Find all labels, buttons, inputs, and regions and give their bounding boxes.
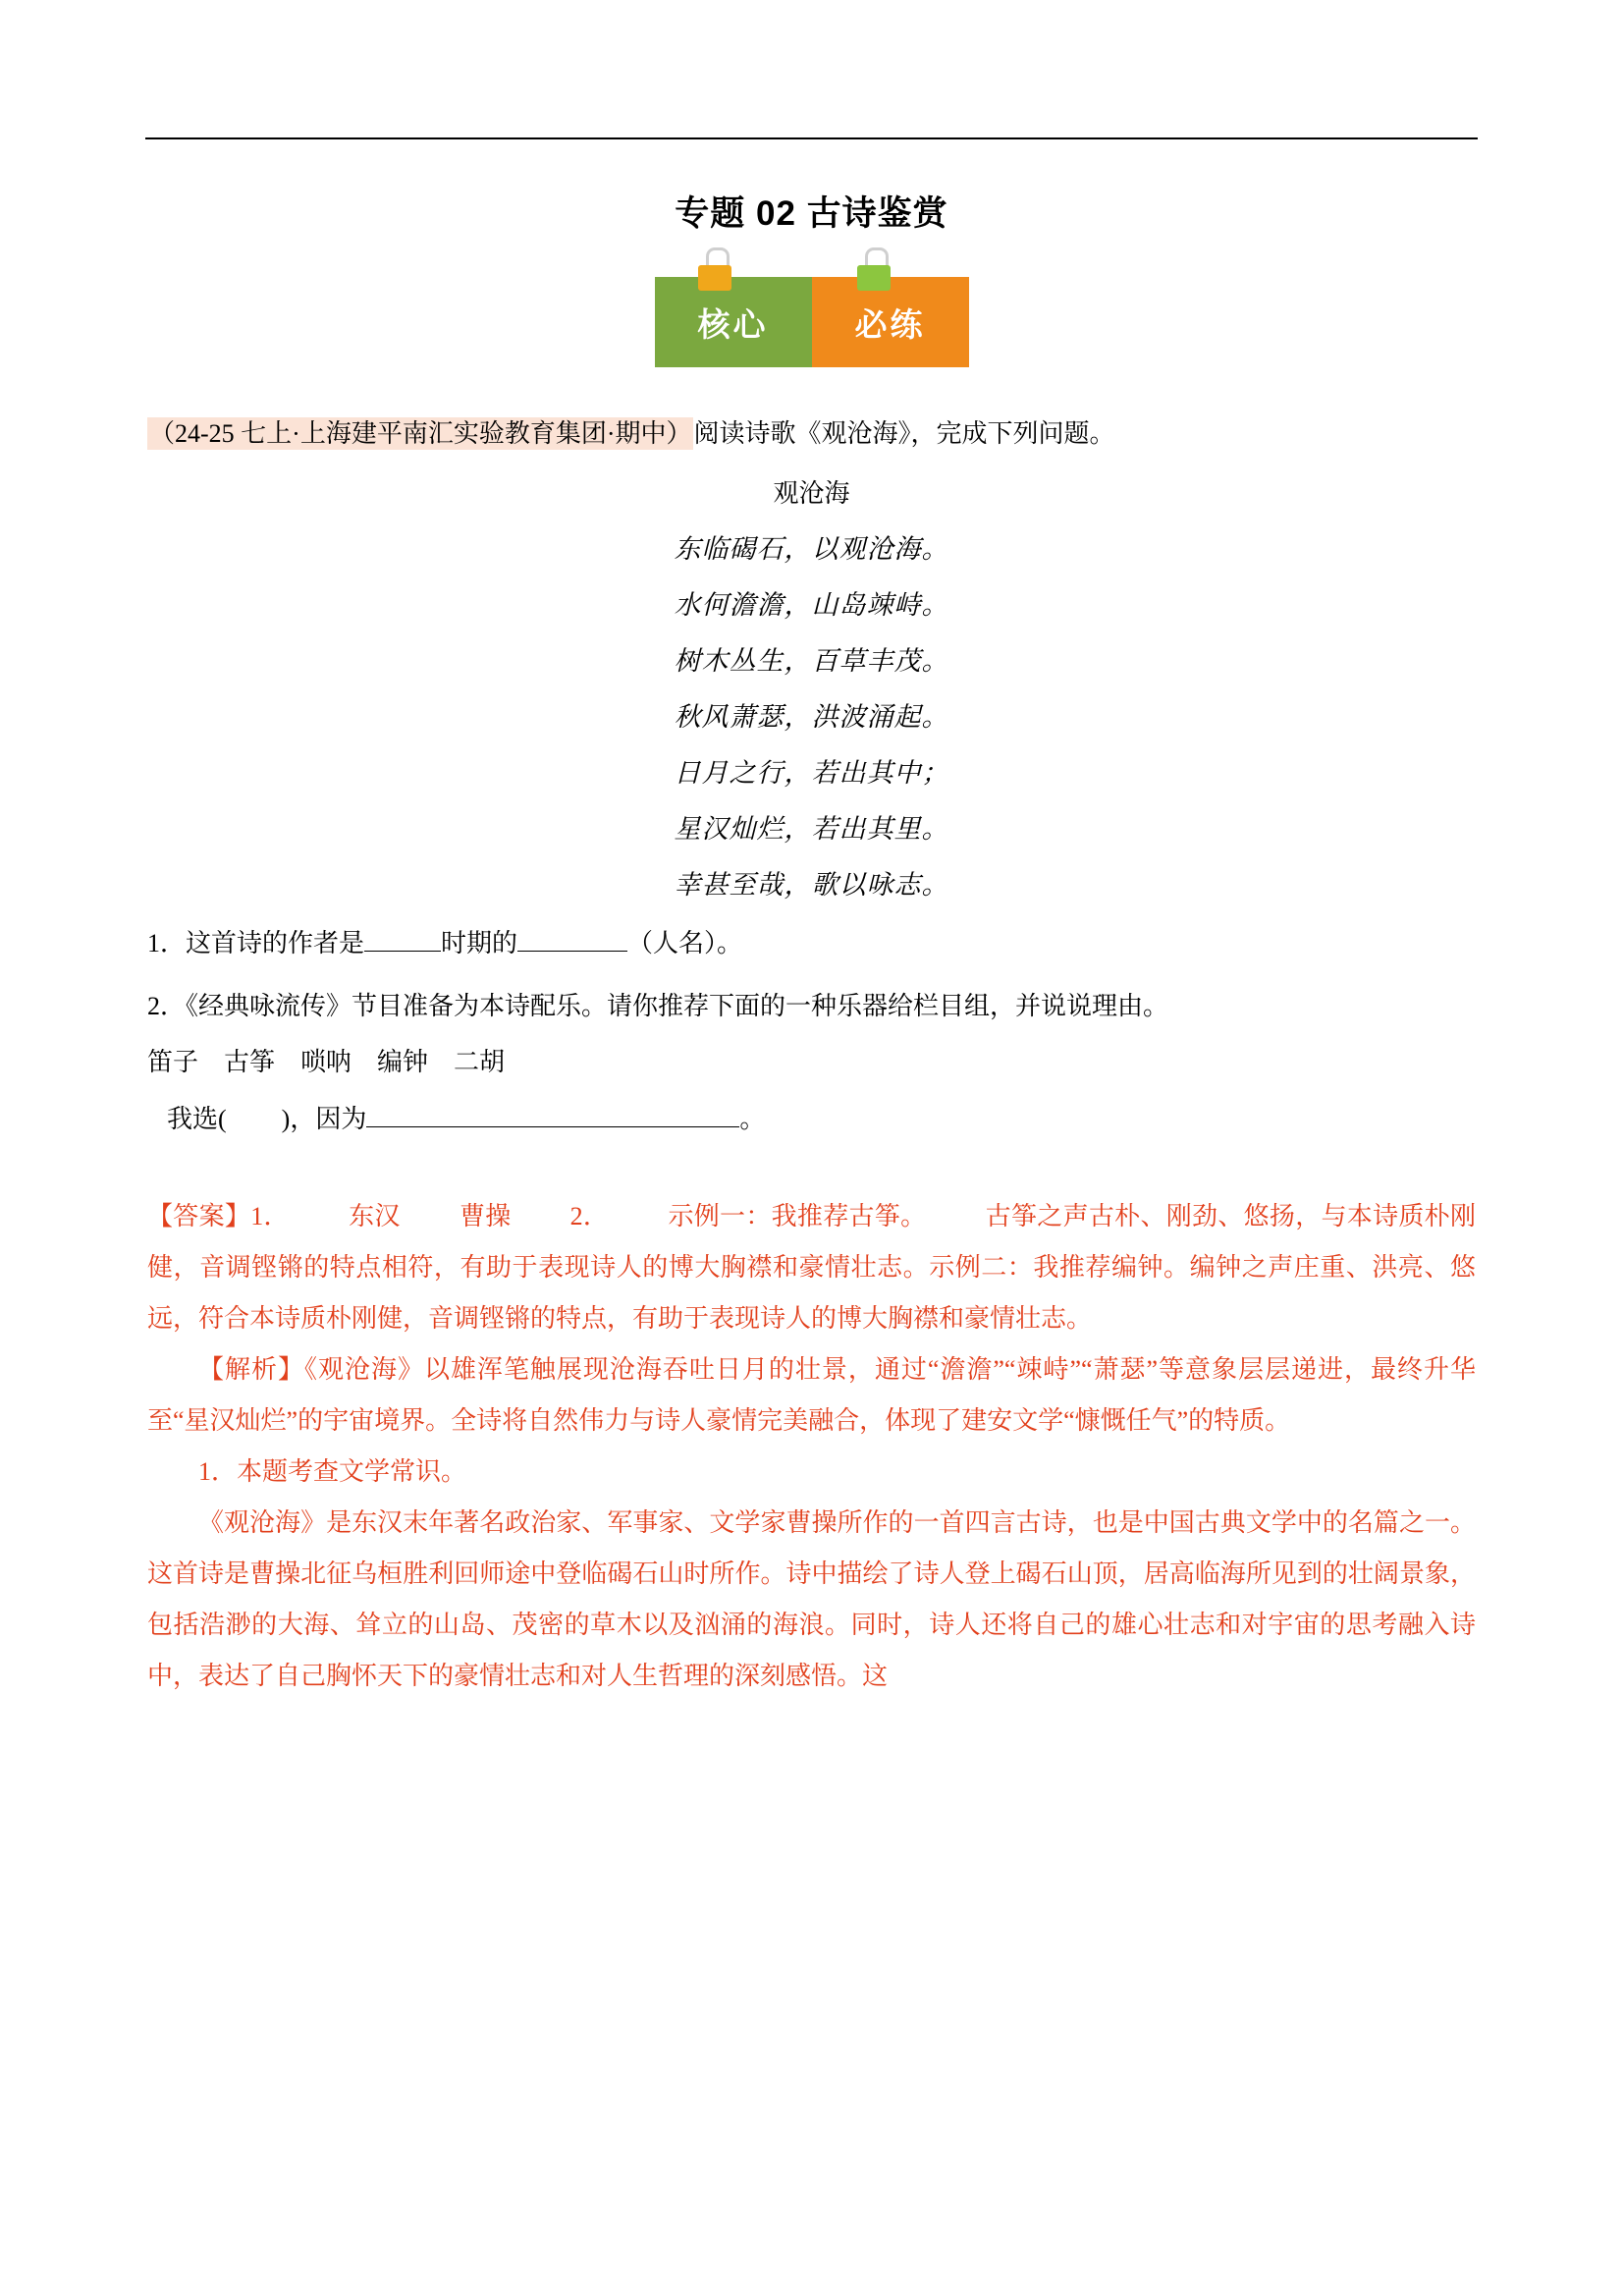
answer-2-a: 示例一：我推荐古筝。 [668, 1201, 927, 1230]
banner-graphic [655, 277, 969, 367]
answer-line-mid: )，因为 [281, 1104, 367, 1133]
answer-1-a: 东汉 [348, 1201, 401, 1230]
source-tag: （24-25 七上·上海建平南汇实验教育集团·期中） [149, 419, 692, 448]
answer-and-analysis [147, 1191, 1476, 1702]
answer-line-suffix: 。 [739, 1104, 766, 1133]
analysis-paragraph-1 [147, 1344, 1476, 1447]
answer-input-line [147, 1099, 1476, 1140]
banner-label-core: 核心 [655, 277, 812, 367]
answer-num-1: 1． [250, 1201, 290, 1230]
answer-paragraph [147, 1191, 1476, 1344]
poem-line: 秋风萧瑟，洪波涌起。 [674, 702, 949, 733]
question-1-prefix: 1．这首诗的作者是 [147, 929, 365, 958]
page-title: 专题 02 古诗鉴赏 [675, 194, 948, 233]
poem-line: 水何澹澹，山岛竦峙。 [674, 590, 949, 621]
question-intro: 阅读诗歌《观沧海》，完成下列问题。 [693, 419, 1115, 448]
poem-line: 日月之行，若出其中； [674, 758, 949, 789]
section-banner [147, 277, 1476, 367]
analysis-label: 【解析】 [198, 1354, 304, 1384]
poem-line: 东临碣石，以观沧海。 [674, 534, 949, 565]
banner-label-practice: 必练 [812, 277, 969, 367]
instrument-options: 笛子 古筝 唢呐 编钟 二胡 [147, 1048, 506, 1077]
question-1-suffix: （人名）。 [627, 929, 743, 958]
analysis-paragraph-3: 《观沧海》是东汉末年著名政治家、军事家、文学家曹操所作的一首四言古诗，也是中国古典文学中的名篇之一。这首诗是曹操北征乌桓胜利回师途中登临碣石山时所作。诗中描绘了诗人登上碣石山顶，居高临海所见到的壮阔景象，包括浩渺的大海、耸立的山岛、茂密的草木以及汹涌的海浪。同时，诗人还将自己的雄心壮志和对宇宙的思考融入诗中，表达了自己胸怀天下的豪情壮志和对人生哲理的深刻感悟。这 [147, 1507, 1476, 1690]
question-1 [147, 923, 1476, 964]
header-rule [145, 137, 1478, 139]
answer-line-prefix: 我选( [167, 1104, 227, 1133]
answer-1-b: 曹操 [459, 1201, 512, 1230]
analysis-text-1: 《观沧海》以雄浑笔触展现沧海吞吐日月的壮景，通过“澹澹”“竦峙”“萧瑟”等意象层层递进，最终升华至“星汉灿烂”的宇宙境界。全诗将自然伟力与诗人豪情完美融合，体现了建安文学“慷慨任气”的特质。 [147, 1354, 1476, 1435]
poem-line: 星汉灿烂，若出其里。 [674, 814, 949, 845]
poem-line: 树木丛生，百草丰茂。 [674, 646, 949, 677]
answer-num-2: 2． [569, 1201, 610, 1230]
question-1-blank-dynasty[interactable] [364, 951, 441, 952]
poem-title: 观沧海 [773, 479, 850, 509]
poem-line: 幸甚至哉，歌以咏志。 [674, 870, 949, 901]
answer-label: 【答案】 [147, 1201, 251, 1230]
analysis-paragraph-2: 1．本题考查文学常识。 [198, 1456, 467, 1486]
answer-2-b: 古筝之声古朴、刚劲、悠扬，与本诗质朴刚健，音调铿锵的特点相符，有助于表现诗人的博大胸襟和豪情壮志。示例二：我推荐编钟。编钟之声庄重、洪亮、悠远，符合本诗质朴刚健，音调铿锵的特点，有助于表现诗人的博大胸襟和豪情壮志。 [147, 1201, 1476, 1333]
clip-icon-right [857, 247, 891, 291]
question-2: 2．《经典咏流传》节目准备为本诗配乐。请你推荐下面的一种乐器给栏目组，并说说理由。 [147, 991, 1169, 1020]
question-1-mid: 时期的 [441, 929, 518, 958]
clip-icon-left [698, 247, 731, 291]
answer-reason-blank[interactable] [366, 1126, 739, 1127]
question-1-blank-author[interactable] [517, 951, 627, 952]
question-source-line [147, 412, 1476, 456]
